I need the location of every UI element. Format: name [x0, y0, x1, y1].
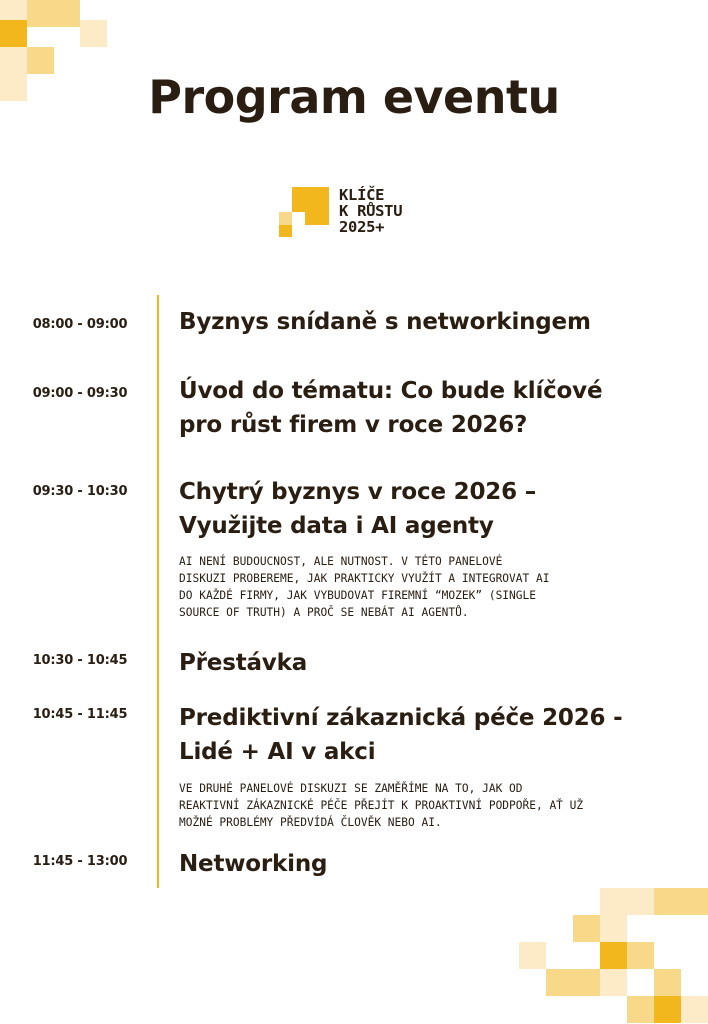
description-line: AI NENÍ BUDOUCNOST, ALE NUTNOST. V TÉTO PANELOVÉ [179, 555, 503, 568]
session-title-line: Lidé + AI v akci [179, 739, 376, 765]
logo-wordmark [339, 187, 402, 235]
session-title [179, 374, 639, 442]
decor-square [0, 20, 27, 47]
session-time: 10:30 - 10:45 [32, 653, 128, 668]
session-title-line: Chytrý byznys v roce 2026 – [179, 479, 536, 505]
session-time: 08:00 - 09:00 [32, 317, 128, 332]
session-title [179, 847, 639, 881]
session-title-line: Přestávka [179, 650, 308, 676]
timeline-line [157, 295, 159, 888]
session-title [179, 305, 639, 339]
session-title-line: pro růst firem v roce 2026? [179, 412, 528, 438]
decor-square [600, 969, 627, 996]
event-logo [279, 187, 439, 239]
decor-square [654, 888, 708, 915]
session-title-line: Byznys snídaně s networkingem [179, 309, 591, 335]
page-title: Program eventu [148, 70, 560, 124]
decor-square [654, 969, 681, 996]
decor-square [600, 888, 627, 915]
description-line: DISKUZI PROBEREME, JAK PRAKTICKY VYUŽÍT A INTEGROVAT AI [179, 572, 550, 585]
session-title-line: Networking [179, 851, 328, 877]
decor-square [573, 915, 600, 942]
decor-square [681, 996, 708, 1023]
session-title-line: Využijte data i AI agenty [179, 513, 494, 539]
description-line: DO KAŽDÉ FIRMY, JAK VYBUDOVAT FIREMNÍ “MOZEK” (SINGLE [179, 589, 536, 602]
decor-square [519, 942, 546, 969]
session-title-line: Prediktivní zákaznická péče 2026 - [179, 705, 623, 731]
decor-square [546, 969, 600, 996]
description-line: VE DRUHÉ PANELOVÉ DISKUZI SE ZAMĚŘÍME NA TO, JAK OD [179, 782, 523, 795]
logo-mark-icon [279, 187, 329, 237]
session-description [179, 780, 649, 831]
session-time: 09:00 - 09:30 [32, 386, 128, 401]
decor-square [27, 0, 80, 27]
logo-line-1: KLÍČE [339, 186, 385, 204]
description-line: SOURCE OF TRUTH) A PROČ SE NEBÁT AI AGENTŮ. [179, 606, 469, 619]
decor-square [600, 915, 627, 942]
decor-square [80, 20, 107, 47]
session-time: 11:45 - 13:00 [32, 854, 128, 869]
session-description [179, 553, 649, 621]
session-title [179, 646, 639, 680]
decor-square [627, 888, 654, 915]
session-title-line: Úvod do tématu: Co bude klíčové [179, 378, 603, 404]
logo-line-3: 2025+ [339, 218, 385, 236]
logo-line-2: K RŮSTU [339, 202, 403, 220]
decor-square [627, 996, 654, 1023]
session-time: 09:30 - 10:30 [32, 484, 128, 499]
session-title [179, 475, 639, 543]
decor-square [654, 996, 681, 1023]
session-time: 10:45 - 11:45 [32, 707, 128, 722]
description-line: REAKTIVNÍ ZÁKAZNICKÉ PÉČE PŘEJÍT K PROAKTIVNÍ PODPOŘE, AŤ UŽ [179, 799, 584, 812]
description-line: MOŽNÉ PROBLÉMY PŘEDVÍDÁ ČLOVĚK NEBO AI. [179, 816, 442, 829]
decor-square [600, 942, 627, 969]
decor-square [627, 942, 654, 969]
session-title [179, 701, 639, 769]
